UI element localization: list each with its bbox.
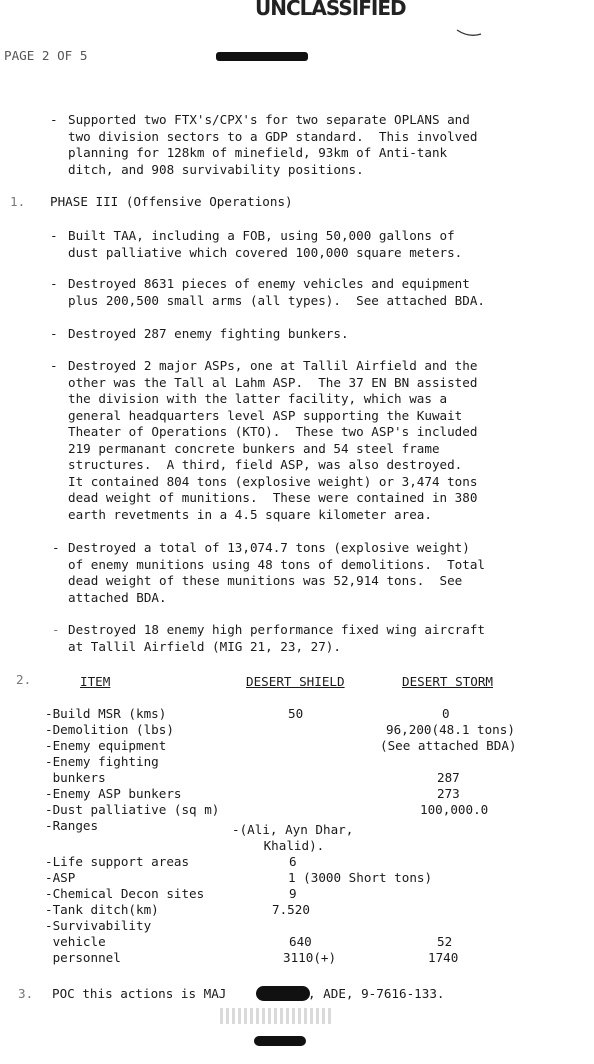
row-storm: 100,000.0 — [420, 802, 489, 817]
row-item: -ASP — [45, 870, 76, 885]
row-storm: 52 — [437, 934, 453, 949]
row-item: -Demolition (lbs) — [45, 722, 174, 737]
header-redaction — [216, 52, 308, 61]
table-row — [0, 834, 594, 854]
row-shield: 3110(+) — [283, 950, 337, 965]
phase-bullet — [68, 228, 462, 261]
row-item: -Survivability — [45, 918, 152, 933]
bullet-dash: - — [50, 228, 58, 243]
phase-bullet — [68, 622, 485, 655]
bullet-line: at Tallil Airfield (MIG 21, 23, 27). — [68, 638, 341, 654]
bullet-dash: - — [50, 112, 58, 127]
page-label: PAGE 2 OF 5 — [4, 48, 88, 63]
row-shield: 7.520 — [272, 902, 310, 917]
row-item: -Life support areas — [45, 854, 190, 869]
poc-text-after: , ADE, 9-7616-133. — [308, 986, 445, 1001]
footer-stamp-faint — [220, 1008, 332, 1024]
poc-redaction — [256, 986, 310, 1001]
bullet-line: Destroyed a total of 13,074.7 tons (explosive weight) — [68, 540, 470, 555]
row-storm: 273 — [437, 786, 460, 801]
bullet-line: Theater of Operations (KTO). These two ASP's included — [68, 424, 478, 439]
row-shield: -(Ali, Ayn Dhar, — [232, 822, 354, 837]
row-item: -Enemy ASP bunkers — [45, 786, 182, 801]
row-item: personnel — [45, 950, 121, 965]
bullet-dash: - — [52, 622, 60, 637]
bullet-line: structures. A third, field ASP, was also destroyed. — [68, 457, 463, 472]
table-header-storm: DESERT STORM — [402, 674, 493, 689]
row-storm: 287 — [437, 770, 460, 785]
row-shield: 6 — [289, 854, 297, 869]
bullet-line: Built TAA, including a FOB, using 50,000 gallons of — [68, 228, 455, 243]
table-number: 2. — [16, 672, 32, 687]
bullet-dash: - — [50, 276, 58, 291]
bullet-line: Destroyed 18 enemy high performance fixed wing aircraft — [68, 622, 486, 637]
row-storm: 96,200(48.1 tons) — [386, 722, 515, 737]
table-row — [0, 934, 594, 950]
row-item: -Enemy fighting — [45, 754, 159, 769]
table-row — [0, 722, 594, 738]
table-row — [0, 754, 594, 770]
bullet-line: 219 permanant concrete bunkers and 54 steel frame — [68, 440, 440, 456]
phase-title: PHASE III (Offensive Operations) — [50, 194, 293, 209]
row-shield: 640 — [289, 934, 312, 949]
row-storm: 1740 — [428, 950, 459, 965]
phase-bullet — [68, 276, 485, 309]
phase-bullet — [68, 326, 349, 343]
bullet-line: Destroyed 2 major ASPs, one at Tallil Airfield and the — [68, 358, 478, 373]
bullet-line: the division with the latter facility, which was a — [68, 391, 448, 406]
bullet-line: other was the Tall al Lahm ASP. The 37 EN BN assisted — [68, 374, 478, 390]
row-item: -Build MSR (kms) — [45, 706, 167, 721]
bullet-line: Destroyed 8631 pieces of enemy vehicles and equipment — [68, 276, 470, 291]
table-row — [0, 854, 594, 870]
table-row — [0, 786, 594, 802]
row-shield: 9 — [289, 886, 297, 901]
table-row — [0, 918, 594, 934]
table-row — [0, 886, 594, 902]
poc-text-before: POC this actions is MAJ — [52, 986, 227, 1001]
table-row — [0, 802, 594, 818]
row-item: -Chemical Decon sites — [45, 886, 205, 901]
row-shield: 1 (3000 Short tons) — [288, 870, 433, 885]
bullet-line: plus 200,500 small arms (all types). See attached BDA. — [68, 292, 486, 308]
row-shield: Khalid). — [256, 838, 325, 853]
row-item: vehicle — [45, 934, 106, 949]
row-item: -Dust palliative (sq m) — [45, 802, 220, 817]
bullet-line: dead weight of these munitions was 52,914 tons. See — [68, 573, 463, 588]
poc-number: 3. — [18, 986, 34, 1001]
row-item: -Tank ditch(km) — [45, 902, 159, 917]
table-row — [0, 706, 594, 722]
table-row — [0, 738, 594, 754]
bullet-line: of enemy munitions using 48 tons of demolitions. Total — [68, 556, 486, 572]
top-bullet-line: two division sectors to a GDP standard. This involved — [68, 128, 478, 144]
row-item: bunkers — [45, 770, 106, 785]
phase-bullet — [68, 358, 477, 523]
bullet-dash: - — [50, 326, 58, 341]
table-body — [0, 706, 594, 966]
table-header-item: ITEM — [80, 674, 111, 689]
bullet-line: dead weight of munitions. These were contained in 380 — [68, 490, 478, 505]
top-bullet-line: ditch, and 908 survivability positions. — [68, 161, 364, 177]
table-row — [0, 770, 594, 786]
phase-bullet — [68, 540, 485, 606]
bullet-line: attached BDA. — [68, 589, 167, 605]
corner-mark — [455, 26, 485, 40]
bullet-line: general headquarters level ASP supporting the Kuwait — [68, 407, 463, 423]
bullet-dash: - — [50, 358, 58, 373]
row-storm: (See attached BDA) — [380, 738, 517, 753]
bullet-line: It contained 804 tons (explosive weight) or 3,474 tons — [68, 473, 478, 489]
classification-stamp: UNCLASSIFIED — [255, 0, 406, 20]
top-bullet-line: Supported two FTX's/CPX's for two separate OPLANS and — [68, 112, 470, 127]
footer-redaction — [254, 1036, 306, 1046]
row-shield: 50 — [288, 706, 304, 721]
table-row — [0, 818, 594, 837]
bullet-line: earth revetments in a 4.5 square kilometer area. — [68, 506, 432, 522]
table-row — [0, 870, 594, 886]
table-row — [0, 902, 594, 918]
bullet-dash: - — [52, 540, 60, 555]
row-storm: 0 — [442, 706, 450, 721]
bullet-line: dust palliative which covered 100,000 square meters. — [68, 244, 463, 260]
table-row — [0, 950, 594, 966]
row-item: -Ranges — [45, 818, 99, 833]
row-item: -Enemy equipment — [45, 738, 167, 753]
top-bullet — [68, 112, 477, 178]
bullet-line: Destroyed 287 enemy fighting bunkers. — [68, 326, 349, 341]
table-header-shield: DESERT SHIELD — [246, 674, 345, 689]
top-bullet-line: planning for 128km of minefield, 93km of Anti-tank — [68, 145, 448, 160]
phase-number: 1. — [10, 194, 26, 209]
